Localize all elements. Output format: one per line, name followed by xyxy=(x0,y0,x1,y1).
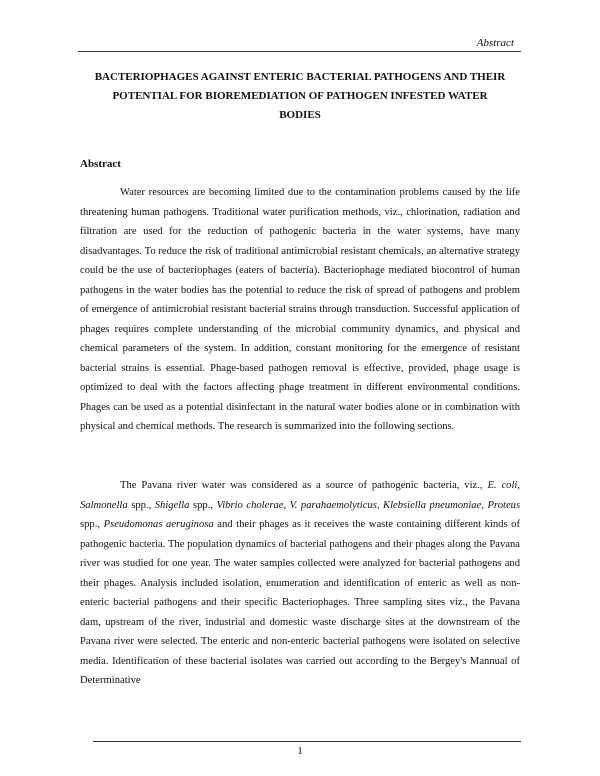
species-name: Salmonella xyxy=(80,499,128,511)
species-name: E. coli xyxy=(487,480,518,491)
paper-title xyxy=(80,68,520,125)
para2-text: and their phages as it receives the waste containing different kinds of pathogenic bacteria. The population dynamics of bacterial pathogens and their phages along the Pavana river was studied for one year. The water samples collected were analyzed for bacterial pathogens and their phages. Analysis included isolation, enumeration and identification of enteric as well as non-enteric bacterial pathogens and their specific Bacteriophages. Three sampling sites viz., the Pavana dam, upstream of the river, industrial and domestic waste discharge sites at the downstream of the Pavana river were selected. The enteric and non-enteric bacterial pathogens were isolated on selective media. Identification of these bacterial isolates was carried out according to the Bergey's Mannual of Determinative xyxy=(80,519,521,686)
para2-text: , xyxy=(376,499,384,511)
para2-text: , xyxy=(283,499,290,511)
species-name: Klebsiella pneumoniae xyxy=(383,499,482,511)
para2-text: spp., xyxy=(80,519,104,530)
footer-rule xyxy=(93,741,521,742)
header-rule xyxy=(78,51,521,52)
running-head: Abstract xyxy=(476,37,514,49)
title-line-2: POTENTIAL FOR BIOREMEDIATION OF PATHOGEN INFESTED WATER xyxy=(112,90,488,102)
species-name: Proteus xyxy=(487,499,521,511)
para2-text: , xyxy=(517,480,521,491)
title-line-1: BACTERIOPHAGES AGAINST ENTERIC BACTERIAL PATHOGENS AND THEIR xyxy=(94,71,506,83)
abstract-paragraph-1: Water resources are becoming limited due to the contamination problems caused by the life threatening human pathogens. Traditional water purification methods, viz., chlorination, radiation and filtration are used for the reduction of pathogenic bacteria in the water systems, have many disadvantages. To reduce the risk of traditional antimicrobial resistant chemicals, an alternative strategy could be the use of bacteriophages (eaters of bacteria). Bacteriophage mediated biocontrol of human pathogens in the water bodies has the potential to reduce the risk of spread of pathogens and problem of emergence of antimicrobial resistant bacterial strains through transduction. Successful application of phages requires complete understanding of the microbial community dynamics, and physical and chemical parameters of the system. In addition, constant monitoring for the emergence of resistant bacterial strains is essential. Phage-based pathogen removal is effective, provided, phage usage is optimized to deal with the factors affecting phage treatment in different environmental conditions. Phages can be used as a potential disinfectant in the natural water bodies alone or in combination with physical and chemical methods. The research is summarized into the following sections. xyxy=(80,187,520,432)
para2-text: spp., xyxy=(189,499,217,511)
species-name: V. parahaemolyticus xyxy=(289,499,377,511)
abstract-heading: Abstract xyxy=(80,158,121,170)
title-line-3: BODIES xyxy=(279,109,321,121)
page-number: 1 xyxy=(297,745,303,757)
species-name: Vibrio cholerae xyxy=(216,499,284,511)
para2-text: , xyxy=(481,499,488,511)
para2-text: The Pavana river water was considered as a source of pathogenic bacteria, viz., xyxy=(120,480,488,491)
species-name: Pseudomonas aeruginosa xyxy=(103,519,214,530)
para2-text: spp., xyxy=(127,499,155,511)
species-name: Shigella xyxy=(154,499,190,511)
abstract-paragraph-2 xyxy=(80,476,520,691)
